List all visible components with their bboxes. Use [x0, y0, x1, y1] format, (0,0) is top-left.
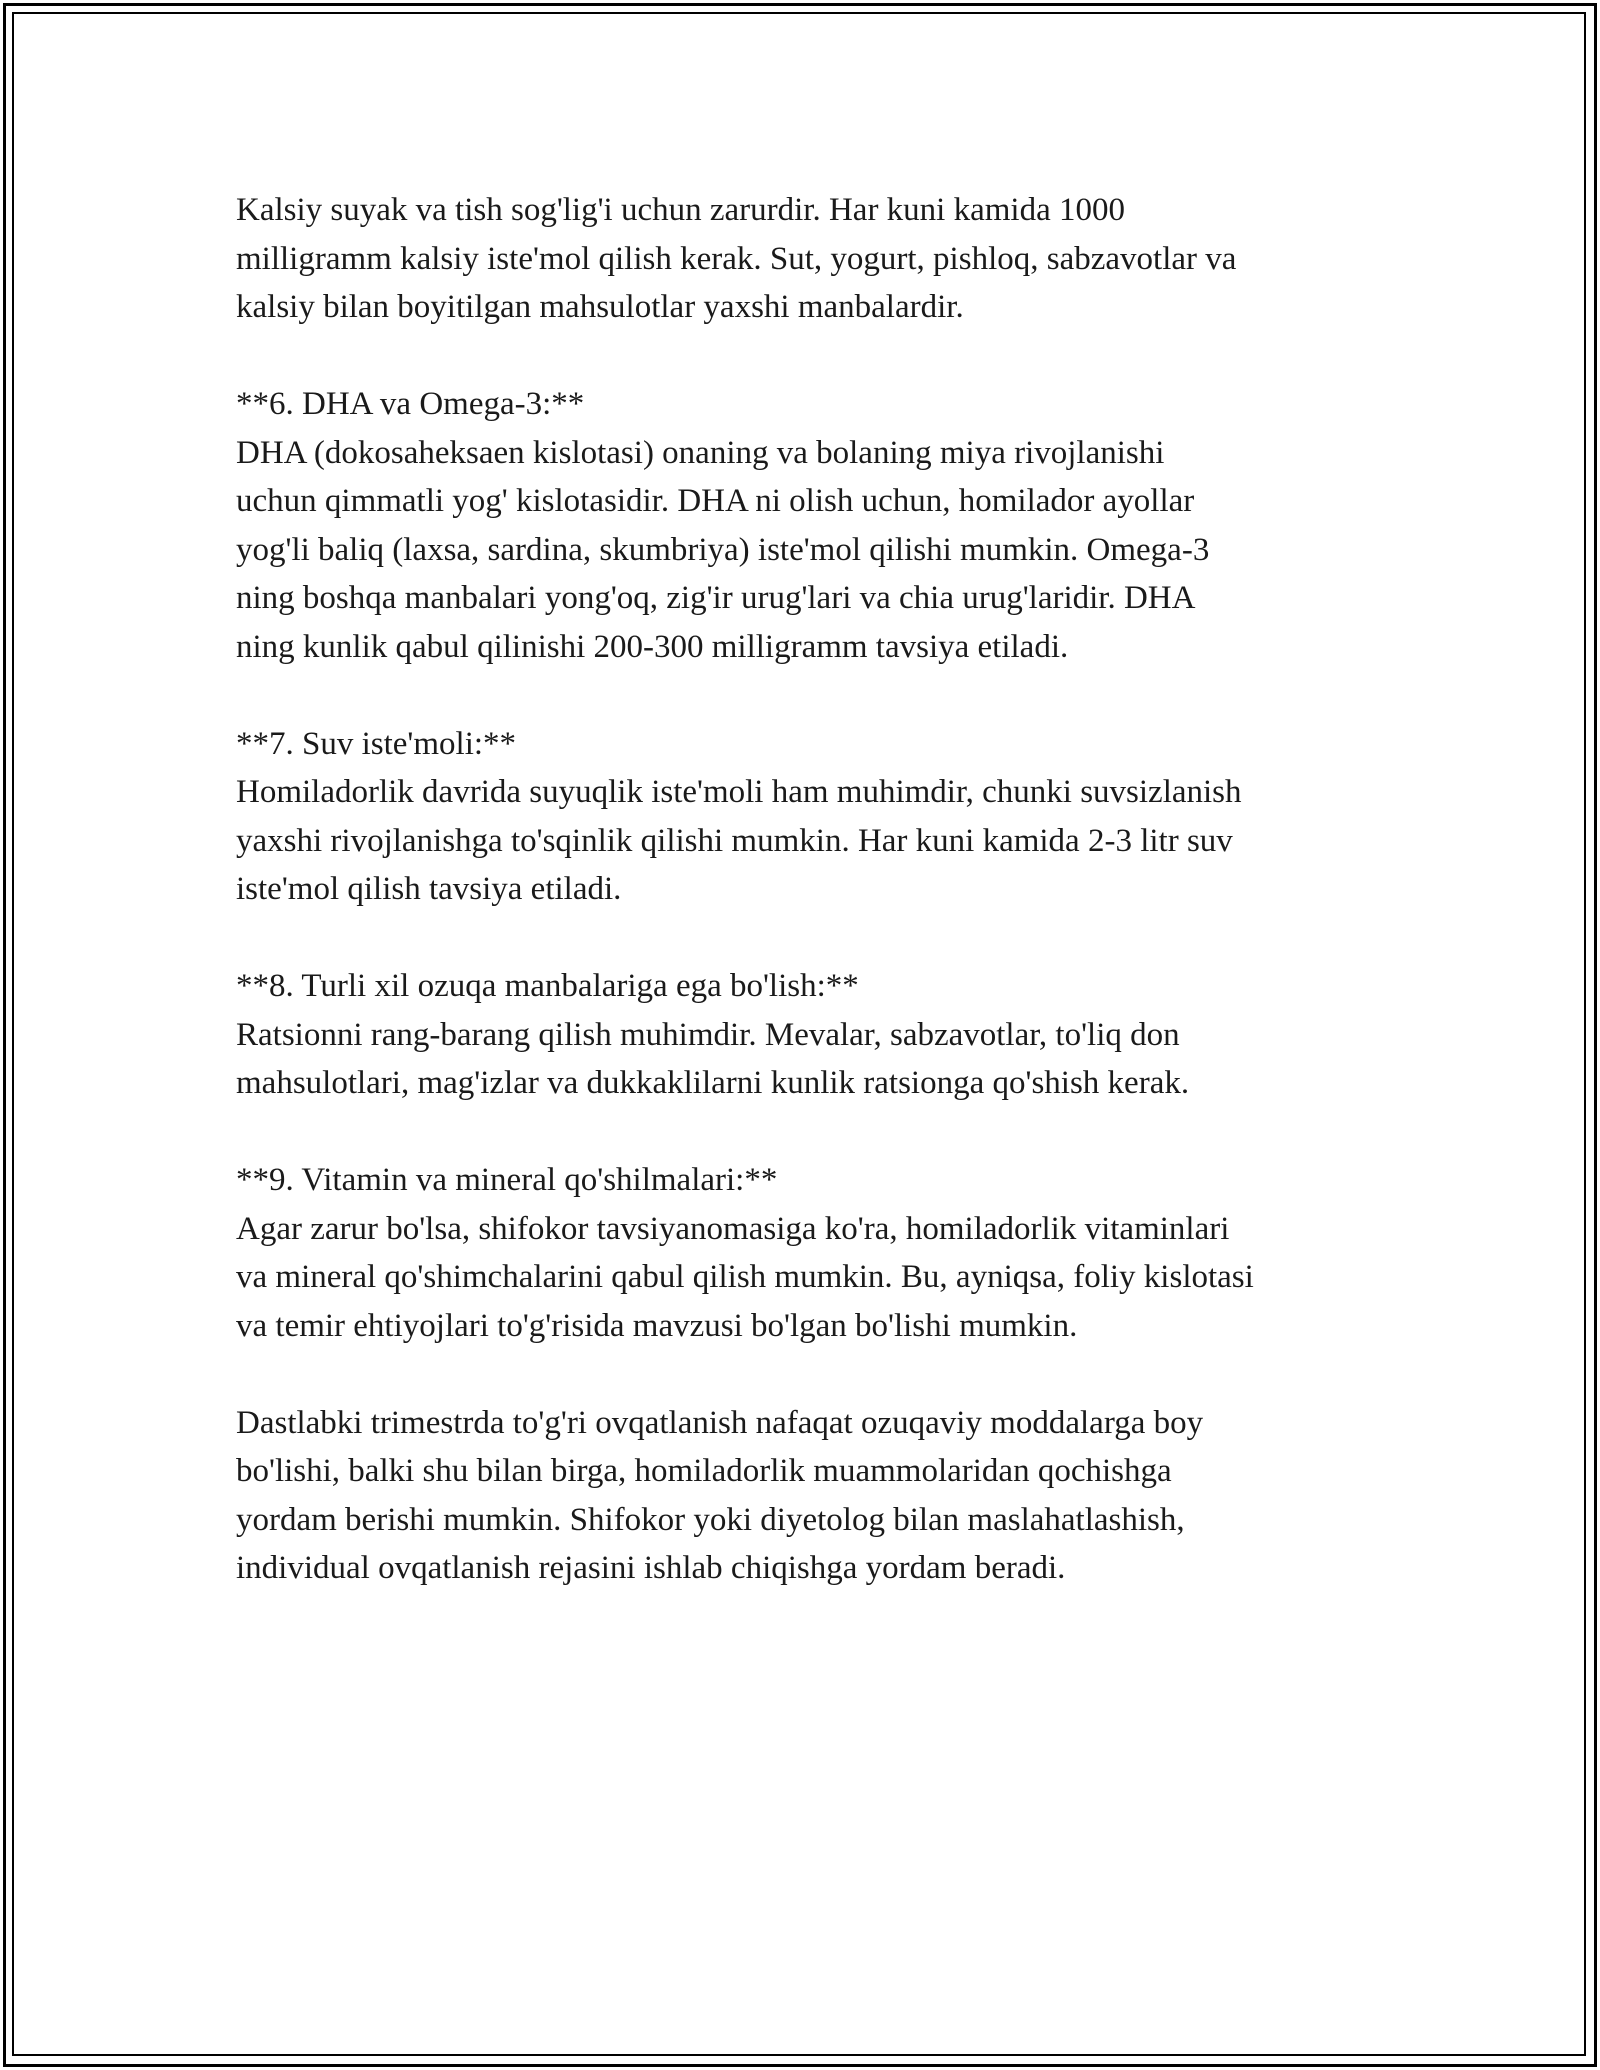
intro-paragraph: Kalsiy suyak va tish sog'lig'i uchun zarurdir. Har kuni kamida 1000 milligramm kalsiy iste'mol qilish kerak. Sut, yogurt, pishloq, sabzavotlar va kalsiy bilan boyitilgan mahsulotlar yaxshi manbalardir.	[236, 192, 1237, 325]
section-heading-6: **6. DHA va Omega-3:**	[236, 386, 585, 422]
section-body-9: Agar zarur bo'lsa, shifokor tavsiyanomasiga ko'ra, homiladorlik vitaminlari va mineral qo'shimchalarini qabul qilish mumkin. Bu, ayniqsa, foliy kislotasi va temir ehtiyojlari to'g'risida mavzusi bo'lgan bo'lishi mumkin.	[236, 1210, 1254, 1344]
closing-paragraph: Dastlabki trimestrda to'g'ri ovqatlanish nafaqat ozuqaviy moddalarga boy bo'lishi, balki shu bilan birga, homiladorlik muammolaridan qochishga yordam berishi mumkin. Shifokor yoki diyetolog bilan maslahatlashish, individual ovqatlanish rejasini ishlab chiqishga yordam beradi.	[236, 1404, 1204, 1586]
document-body	[236, 186, 1396, 1641]
section-heading-7: **7. Suv iste'moli:**	[236, 725, 517, 762]
section-heading-8: **8. Turli xil ozuqa manbalariga ega bo'lish:**	[236, 968, 859, 1004]
section-body-8: Ratsionni rang-barang qilish muhimdir. Mevalar, sabzavotlar, to'liq don mahsulotlari, mag'izlar va dukkaklilarni kunlik ratsionga qo'shish kerak.	[236, 1016, 1190, 1101]
section-body-7: Homiladorlik davrida suyuqlik iste'moli ham muhimdir, chunki suvsizlanish yaxshi rivojlanishga to'sqinlik qilishi mumkin. Har kuni kamida 2-3 litr suv iste'mol qilish tavsiya etiladi.	[236, 774, 1242, 907]
section-body-6: DHA (dokosaheksaen kislotasi) onaning va bolaning miya rivojlanishi uchun qimmatli yog' kislotasidir. DHA ni olish uchun, homilador ayollar yog'li baliq (laxsa, sardina, skumbriya) iste'mol qilishi mumkin. Omega-3 ning boshqa manbalari yong'oq, zig'ir urug'lari va chia urug'laridir. DHA ning kunlik qabul qilinishi 200-300 milligramm tavsiya etiladi.	[236, 434, 1210, 665]
section-heading-9: **9. Vitamin va mineral qo'shilmalari:**	[236, 1162, 778, 1198]
